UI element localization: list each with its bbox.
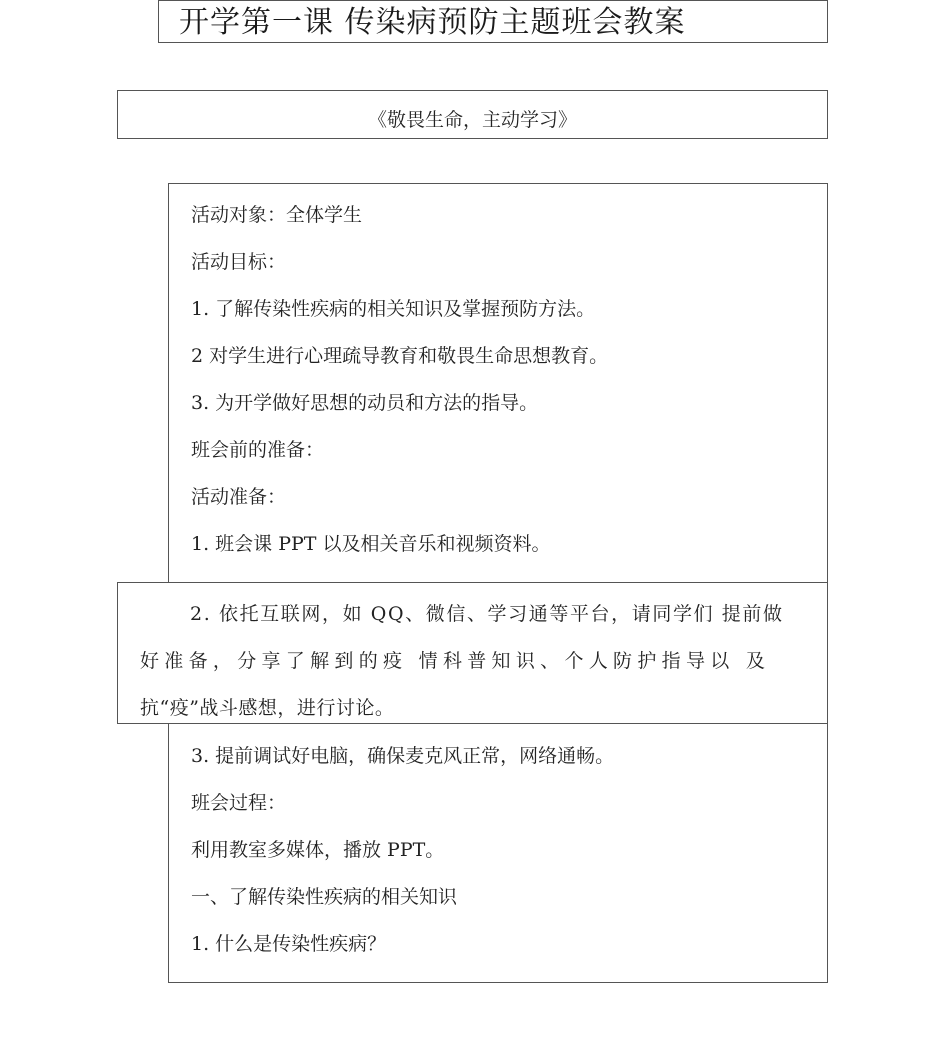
- preparation-heading: 班会前的准备：: [191, 439, 325, 461]
- question-1: 1. 什么是传染性疾病？: [191, 933, 387, 955]
- prep-item-3: 3. 提前调试好电脑，确保麦克风正常，网络通畅。: [191, 745, 615, 767]
- prep-item-2-line-2: 好准备，分享了解到的疫 情科普知识、个人防护指导以 及: [140, 650, 771, 672]
- title-box: [158, 0, 828, 43]
- document-title: 开学第一课 传染病预防主题班会教案: [179, 5, 686, 40]
- prep-item-2-line-3: 抗“疫”战斗感想，进行讨论。: [140, 697, 395, 719]
- activity-goal-heading: 活动目标：: [191, 251, 287, 273]
- process-line-ppt: 利用教室多媒体，播放 PPT。: [191, 839, 445, 861]
- activity-target-line: 活动对象：全体学生: [191, 204, 363, 226]
- goal-item-1: 1. 了解传染性疾病的相关知识及掌握预防方法。: [191, 298, 596, 320]
- activity-prep-heading: 活动准备：: [191, 486, 287, 508]
- document-subtitle: 《敬畏生命，主动学习》: [367, 109, 577, 131]
- inset-paragraph-box: [117, 582, 828, 724]
- goal-item-2: 2 对学生进行心理疏导教育和敬畏生命思想教育。: [191, 345, 609, 367]
- section-heading-1: 一、了解传染性疾病的相关知识: [191, 886, 458, 908]
- goal-item-3: 3. 为开学做好思想的动员和方法的指导。: [191, 392, 539, 414]
- process-heading: 班会过程：: [191, 792, 287, 814]
- prep-item-1: 1. 班会课 PPT 以及相关音乐和视频资料。: [191, 533, 551, 555]
- prep-item-2-line-1: 2. 依托互联网，如 QQ、微信、学习通等平台，请同学们 提前做: [190, 603, 784, 625]
- subtitle-box: [117, 90, 828, 139]
